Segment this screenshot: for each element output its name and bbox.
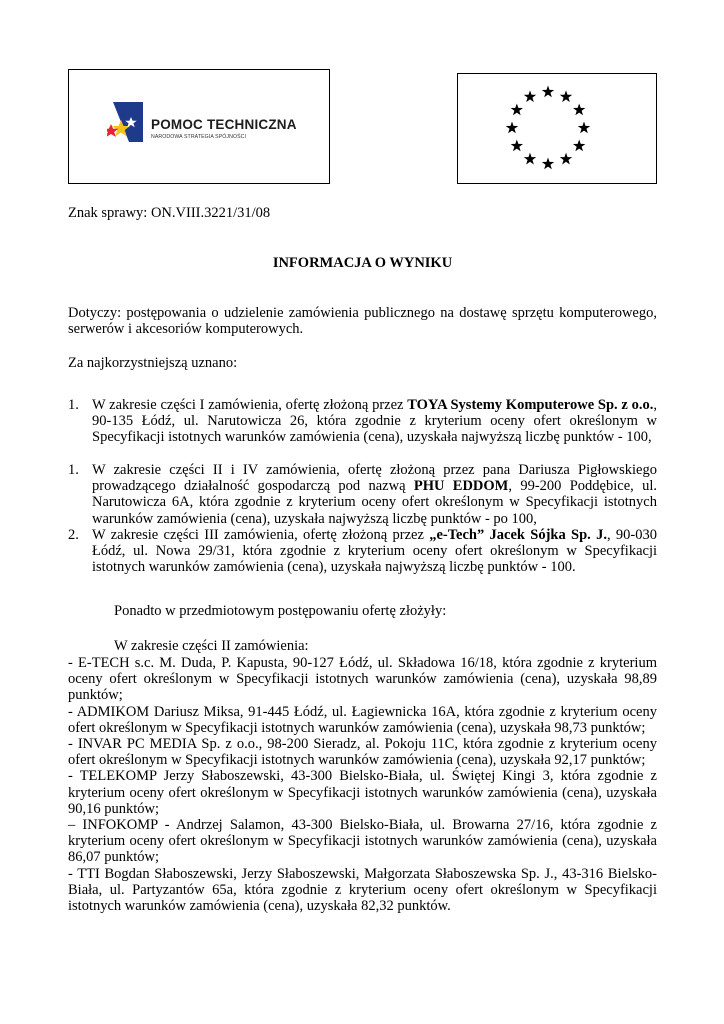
eu-star-icon <box>573 104 585 116</box>
eu-star-icon <box>560 153 572 165</box>
other-bid: – INFOKOMP - Andrzej Salamon, 43-300 Bielsko-Biała, ul. Browarna 27/16, która zgodnie z kryterium oceny ofert określonym w Specyfikacji istotnych warunków zamówienia (cena), uzyskała 86,07 punktów; <box>68 817 657 866</box>
others-intro: Ponadto w przedmiotowym postępowaniu ofertę złożyły: <box>114 603 447 619</box>
logo-subtitle: NARODOWA STRATEGIA SPÓJNOŚCI <box>151 134 247 140</box>
pomoc-techniczna-logo-box <box>68 69 330 184</box>
eu-star-icon <box>542 158 554 170</box>
eu-stars-icon <box>458 74 656 183</box>
case-reference: Znak sprawy: ON.VIII.3221/31/08 <box>68 205 271 221</box>
subject-paragraph: Dotyczy: postępowania o udzielenie zamówienia publicznego na dostawę sprzętu komputerowego, serwerów i akcesoriów komputerowych. <box>68 305 657 338</box>
result-number: 1. <box>68 397 79 413</box>
eu-star-icon <box>578 122 590 134</box>
eu-star-icon <box>542 86 554 98</box>
result-number: 1. <box>68 462 79 478</box>
pomoc-techniczna-emblem-icon <box>107 100 145 144</box>
eu-star-icon <box>560 90 572 102</box>
document-title: INFORMACJA O WYNIKU <box>272 255 453 271</box>
result-item-1: 1. W zakresie części I zamówienia, ofertę złożoną przez TOYA Systemy Komputerowe Sp. z o.o., 90-135 Łódź, ul. Narutowicza 26, która zgodnie z kryterium oceny ofert określonym w Specyfikacji istotnych warunków zamówienia (cena), uzyskała najwyższą liczbę punktów - 100, <box>68 397 657 446</box>
winner-name: „e-Tech” Jacek Sójka Sp. J. <box>429 527 607 543</box>
logo-title: POMOC TECHNICZNA <box>151 117 297 132</box>
other-bid: - ADMIKOM Dariusz Miksa, 91-445 Łódź, ul. Łagiewnicka 16A, która zgodnie z kryterium oceny ofert określonym w Specyfikacji istotnych warunków zamówienia (cena), uzyskała 98,73 punktów; <box>68 703 657 736</box>
eu-star-icon <box>524 90 536 102</box>
part-heading: W zakresie części II zamówienia: <box>114 638 309 654</box>
winner-name: PHU EDDOM <box>413 478 509 495</box>
other-bid: - TELEKOMP Jerzy Słaboszewski, 43-300 Bielsko-Biała, ul. Świętej Kingi 3, która zgodnie z kryterium oceny ofert określonym w Specyfikacji istotnych warunków zamówienia (cena), uzyskała 90,16 punktów; <box>68 768 657 817</box>
eu-star-icon <box>511 104 523 116</box>
eu-flag-logo-box <box>457 73 657 184</box>
other-bid: - TTI Bogdan Słaboszewski, Jerzy Słaboszewski, Małgorzata Słaboszewska Sp. J., 43-316 Bielsko-Biała, ul. Partyzantów 65a, która zgodnie z kryterium oceny ofert określonym w Specyfikacji istotnych warunków zamówienia (cena), uzyskała 82,32 punktów. <box>68 865 657 915</box>
result-number: 2. <box>68 527 79 543</box>
other-bids-list <box>68 655 657 914</box>
other-bid: - INVAR PC MEDIA Sp. z o.o., 98-200 Sieradz, al. Pokoju 11C, która zgodnie z kryterium oceny ofert określonym w Specyfikacji istotnych warunków zamówienia (cena), uzyskała 92,17 punktów; <box>68 736 657 769</box>
winner-name: TOYA Systemy Komputerowe Sp. z o.o. <box>407 397 654 413</box>
result-item-2: 1. W zakresie części II i IV zamówienia, ofertę złożoną przez pana Dariusza Pigłowskiego prowadzącego działalność gospodarczą pod nazwą PHU EDDOM, 99-200 Poddębice, ul. Narutowicza 6A, która zgodnie z kryterium oceny ofert określonym w Specyfikacji istotnych warunków zamówienia (cena), uzyskała najwyższą liczbę punktów - po 100, <box>68 462 657 527</box>
other-bid: - E-TECH s.c. M. Duda, P. Kapusta, 90-127 Łódź, ul. Składowa 16/18, która zgodnie z kryterium oceny ofert określonym w Specyfikacji istotnych warunków zamówienia (cena), uzyskała 98,89 punktów; <box>68 655 657 704</box>
eu-star-icon <box>524 153 536 165</box>
eu-star-icon <box>511 140 523 152</box>
intro-line: Za najkorzystniejszą uznano: <box>68 355 238 371</box>
result-item-3: 2. W zakresie części III zamówienia, ofertę złożoną przez „e-Tech” Jacek Sójka Sp. J., 90-030 Łódź, ul. Nowa 29/31, która zgodnie z kryterium oceny ofert określonym w Specyfikacji istotnych warunków zamówienia (cena), uzyskała najwyższą liczbę punktów - 100. <box>68 527 657 576</box>
eu-star-icon <box>506 122 518 134</box>
eu-star-icon <box>573 140 585 152</box>
